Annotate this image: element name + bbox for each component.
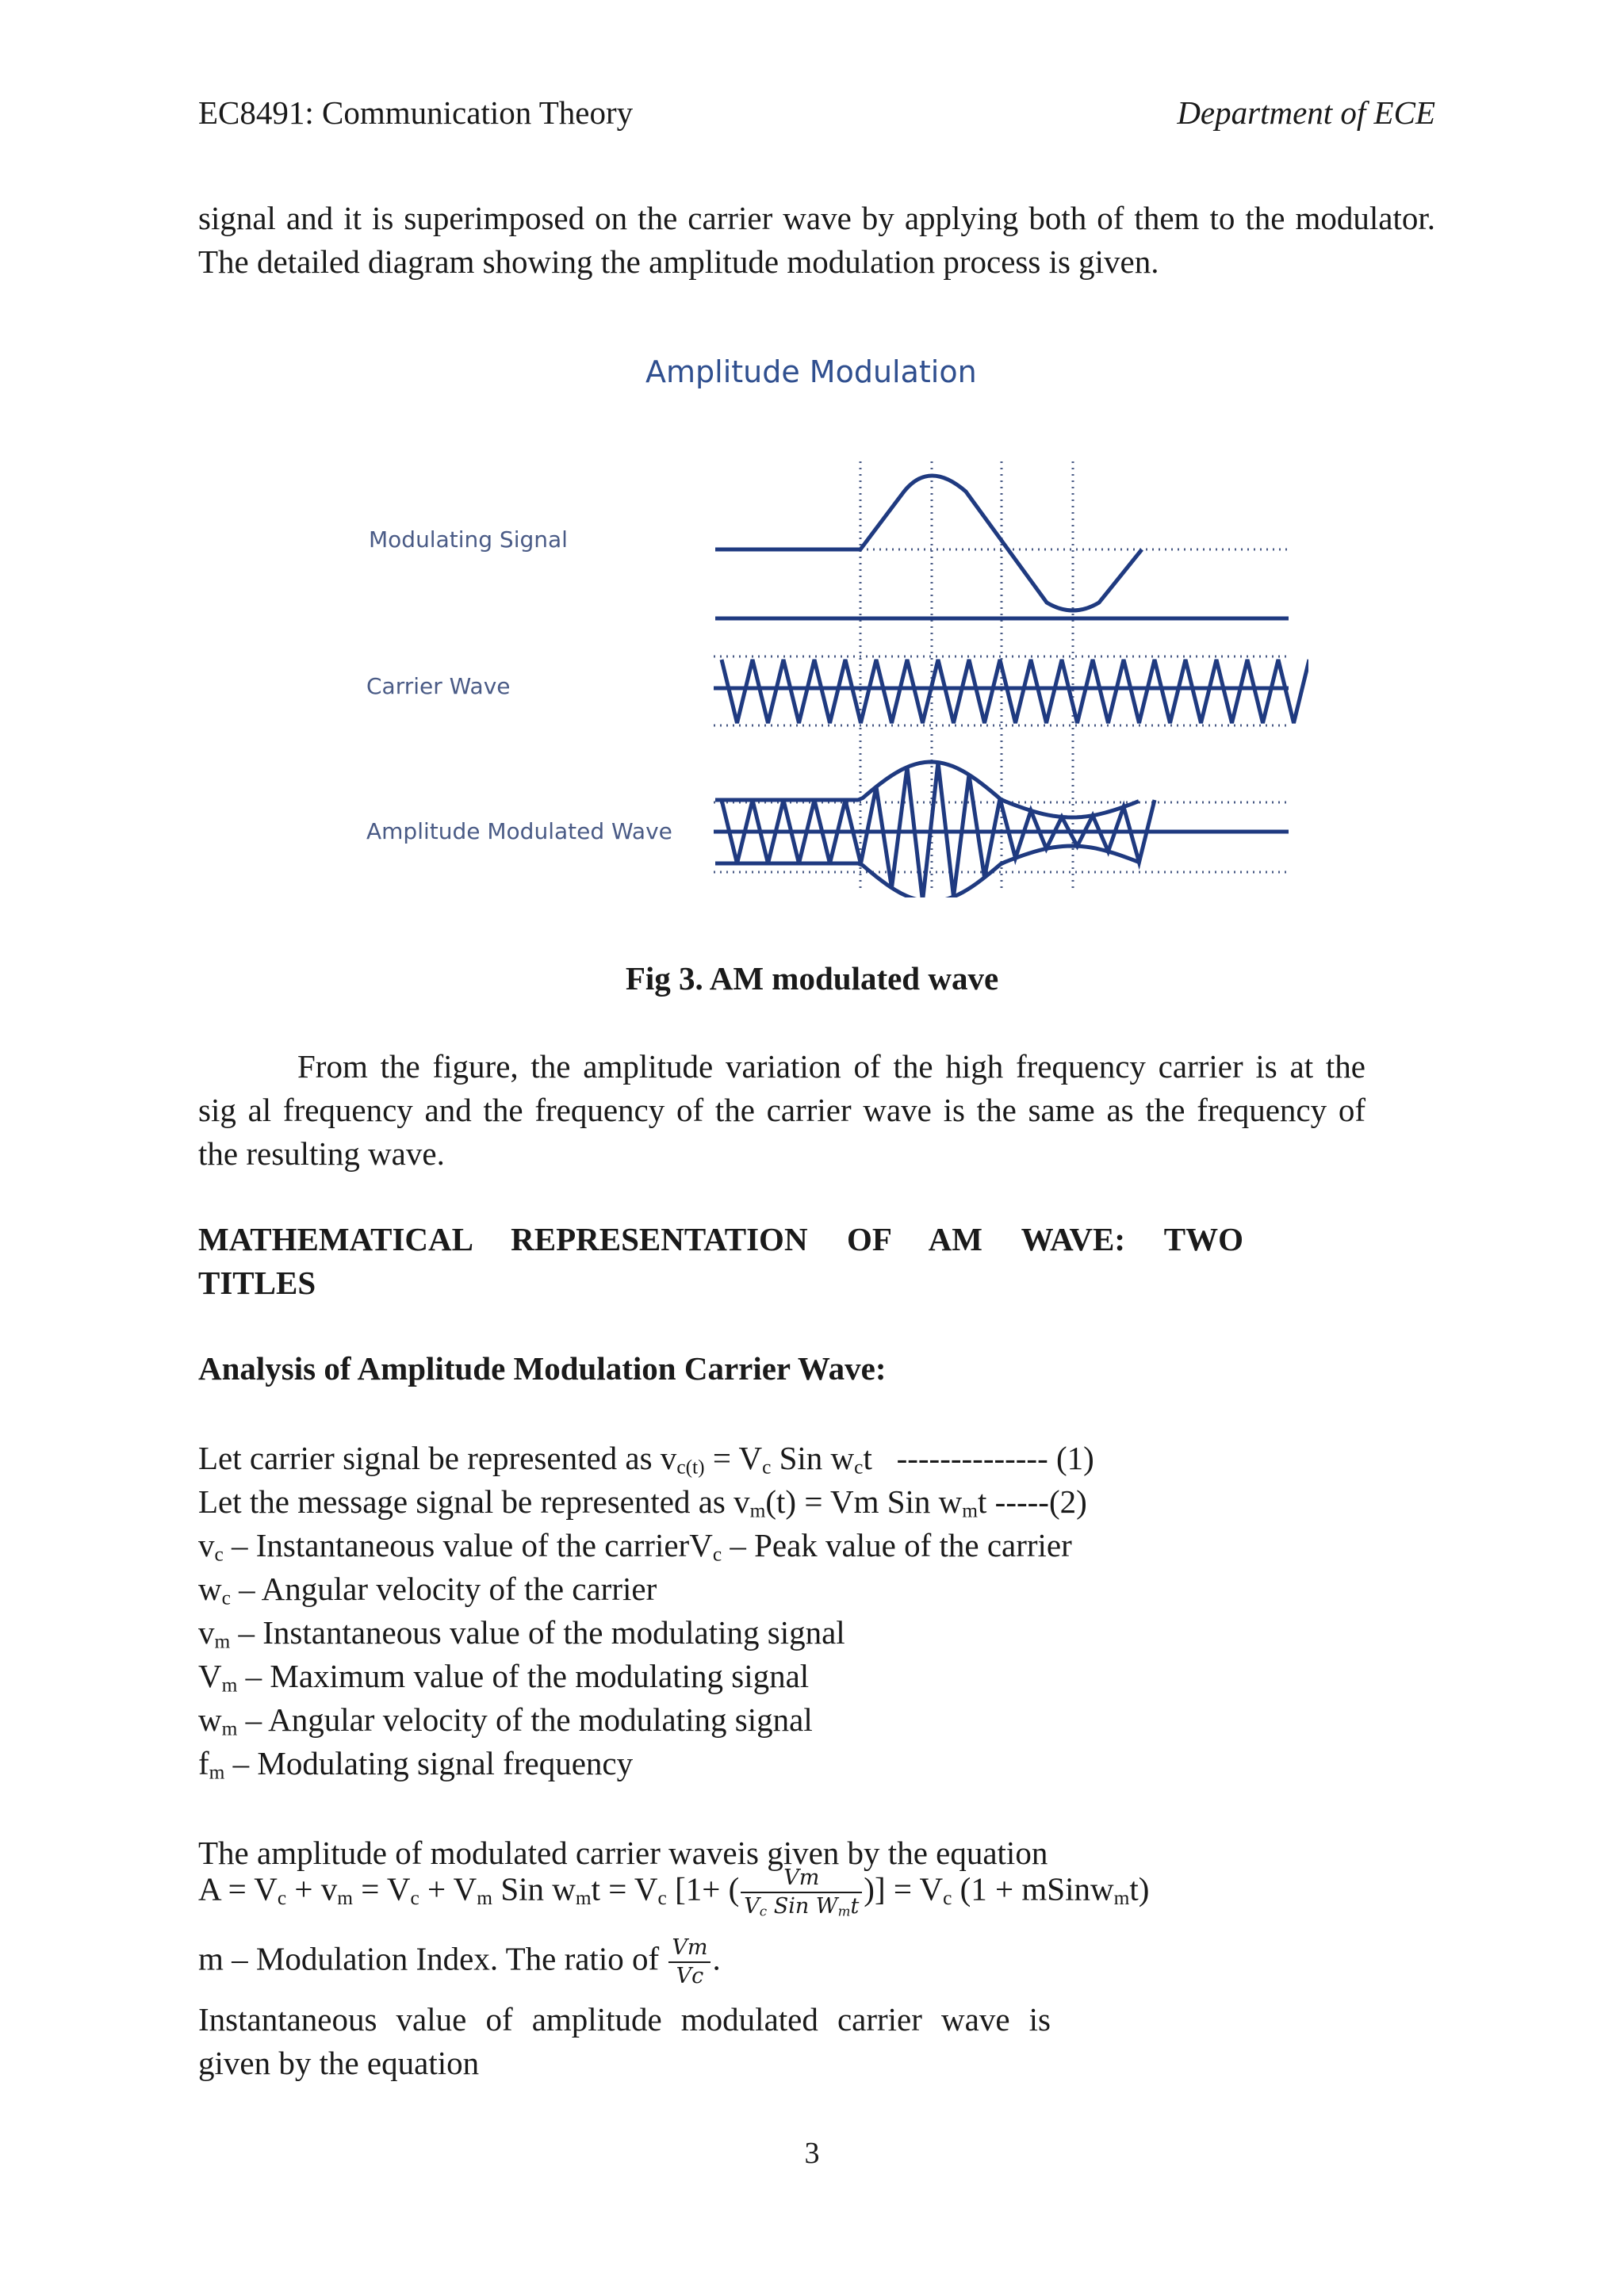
equation-fraction: $\frac{Vm}{V_c Sin W_mt}$: [741, 1865, 862, 1920]
figure-title: Amplitude Modulation: [645, 354, 977, 389]
modulation-index-fraction: $\frac{Vm}{Vc}$: [668, 1934, 710, 1990]
am-figure: [349, 342, 1308, 897]
modulation-index-definition: m – Modulation Index. The ratio of $\frac{Vm}{Vc}$ .: [198, 1935, 721, 1988]
def-vm-max: $V_m$ – Maximum value of the modulating signal: [198, 1658, 810, 1697]
carrier-wave: [722, 660, 1308, 723]
amplitude-intro: The amplitude of modulated carrier waveis given by the equation: [198, 1835, 1048, 1871]
carrier-signal-definition: Let carrier signal be represented as $v_{c(t)} = V_c$ Sin $w_ct$ -------------- (1): [198, 1440, 1094, 1479]
label-modulating-signal: Modulating Signal: [369, 526, 568, 553]
def-vm-small: $v_m$ – Instantaneous value of the modulating signal: [198, 1614, 845, 1653]
am-diagram: [349, 342, 1308, 897]
def-vc: $v_c$ – Instantaneous value of the carrierV$_c$ – Peak value of the carrier: [198, 1527, 1072, 1566]
explanation-line-3: the resulting wave.: [198, 1135, 445, 1172]
header-course: EC8491: Communication Theory: [198, 94, 634, 131]
def-wc: $w_c$ – Angular velocity of the carrier: [198, 1571, 657, 1609]
figure-explanation: [198, 1045, 1365, 1176]
intro-paragraph: signal and it is superimposed on the carrier wave by applying both of them to the modulator. The detailed diagram showing the amplitude modulation process is given.: [198, 200, 1435, 280]
modulating-signal-wave: [715, 476, 1142, 610]
section-heading: [198, 1218, 1243, 1305]
section-heading-line-2: TITLES: [198, 1265, 316, 1301]
instantaneous-value-text: [198, 1998, 1051, 2085]
label-am-wave: Amplitude Modulated Wave: [366, 818, 672, 844]
def-fm: $f_m$ – Modulating signal frequency: [198, 1745, 634, 1784]
instantaneous-line-2: given by the equation: [198, 2045, 480, 2081]
header-department: Department of ECE: [1177, 94, 1435, 131]
def-wm: $w_m$ – Angular velocity of the modulating signal: [198, 1701, 813, 1740]
figure-caption: Fig 3. AM modulated wave: [625, 960, 999, 997]
instantaneous-line-1: Instantaneous value of amplitude modulated carrier wave is: [198, 2001, 1051, 2038]
page-number: 3: [804, 2137, 820, 2170]
label-carrier-wave: Carrier Wave: [366, 673, 511, 699]
explanation-line-1: From the figure, the amplitude variation of the high frequency carrier is at the: [297, 1048, 1365, 1085]
explanation-line-2: sig al frequency and the frequency of the carrier wave is the same as the frequency of: [198, 1092, 1365, 1128]
amplitude-equation: $A = V_c + v_m = V_c + V_m$ Sin $w_mt = V_c$ [1+ ( $\frac{Vm}{V_c Sin W_mt}$ )] = $V_c$ (1 + mSinw$_m$t): [198, 1866, 1150, 1919]
message-signal-definition: Let the message signal be represented as $v_m(t) = Vm$ Sin $w_mt$ -----(2): [198, 1483, 1087, 1522]
section-heading-line-1: MATHEMATICAL REPRESENTATION OF AM WAVE: TWO: [198, 1221, 1243, 1257]
subsection-heading: Analysis of Amplitude Modulation Carrier Wave:: [198, 1350, 887, 1387]
dotted-grid: [714, 461, 1289, 890]
am-envelope-top: [715, 762, 1139, 817]
definitions-block: [198, 1437, 1094, 1785]
